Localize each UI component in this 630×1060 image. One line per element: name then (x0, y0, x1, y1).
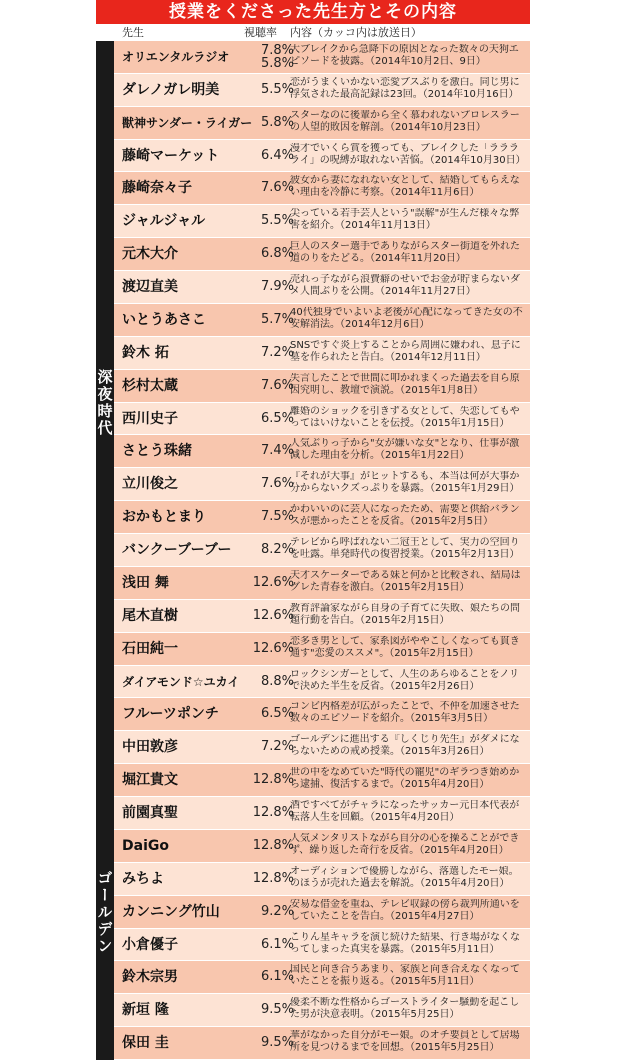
table-row (114, 731, 530, 764)
teacher-name: 小倉優子 (122, 936, 178, 953)
teacher-name: 藤崎マーケット (122, 147, 220, 164)
lesson-content: SNSですぐ炎上することから周囲に嫌われ、息子に墓を作られたと告白。（2014年12月11日） (290, 339, 521, 363)
lesson-content: 40代独身でいよいよ老後が心配になってきた女の不安解消法。（2014年12月6日） (290, 306, 523, 330)
lesson-content: かわいいのに芸人になったため、需要と供給バランスが悪かったことを反省。（2015年2月5日） (290, 504, 520, 528)
lesson-content: 尖っている若手芸人という"誤解"が生んだ様々な弊害を紹介。（2014年11月13日） (290, 208, 520, 232)
teacher-name: 渡辺直美 (122, 279, 178, 296)
table-row (114, 929, 530, 962)
teacher-name: 鈴木 拓 (122, 344, 169, 361)
teacher-name: 尾木直樹 (122, 607, 178, 624)
lesson-content: ロックシンガーとして、人生のあらゆることをノリで決めた半生を反省。（2015年2月26日） (290, 668, 519, 692)
table-row (114, 830, 530, 863)
lesson-content: テレビから呼ばれない二冠王として、実力の空回りを吐露。単発時代の復習授業。（2015年2月13日） (290, 537, 520, 561)
viewer-rating: 5.8% (260, 114, 294, 130)
viewer-rating: 5.5% (260, 213, 294, 229)
viewer-rating: 9.2% (260, 903, 294, 919)
viewer-rating: 8.8% (260, 673, 294, 689)
lesson-content: コンビ内格差が広がったことで、不仲を加速させた数々のエピソードを紹介。（2015年3月5日） (290, 701, 520, 725)
viewer-rating: 7.2% (260, 739, 294, 755)
viewer-rating: 12.6% (252, 607, 294, 623)
viewer-rating: 7.2% (260, 344, 294, 360)
viewer-rating: 7.6% (260, 377, 294, 393)
teacher-name: 新垣 隆 (122, 1002, 169, 1019)
header-rating: 視聴率 (244, 26, 277, 39)
table-row (114, 271, 530, 304)
teacher-name: DaiGo (122, 837, 169, 854)
table-row (114, 74, 530, 107)
table-row (114, 896, 530, 929)
table-row (114, 534, 530, 567)
teacher-name: さとう珠緒 (122, 443, 192, 460)
lesson-content: 売れっ子ながら浪費癖のせいでお金が貯まらないダメ人間ぶりを公開。（2014年11月27日） (290, 274, 520, 298)
teacher-name: カンニング竹山 (122, 903, 220, 920)
header-teacher: 先生 (122, 26, 144, 39)
lesson-content: 人気メンタリストながら自分の心を操ることができず、繰り返した奇行を反省。（2015年4月20日） (290, 832, 520, 856)
lesson-content: 人気ぶりっ子から"女が嫌いな女"となり、仕事が激減した理由を分析。（2015年1月22日） (290, 438, 520, 462)
lesson-content: 恋がうまくいかない恋愛ブスぶりを激白。同じ男に浮気された最高記録は23回。（2014年10月16日） (290, 76, 520, 100)
lesson-content: 漫才でいくら賞を獲っても、ブレイクした「ラララライ」の呪縛が取れない苦悩。（2014年10月30日） (290, 142, 526, 166)
viewer-rating: 9.5% (260, 1002, 294, 1018)
table-row (114, 633, 530, 666)
teacher-name: 杉村太蔵 (122, 377, 178, 394)
lesson-content: ゴールデンに進出する『しくじり先生』がダメにならないための戒め授業。（2015年3月26日） (290, 734, 520, 758)
viewer-rating: 12.8% (252, 772, 294, 788)
viewer-rating: 6.4% (260, 147, 294, 163)
viewer-rating: 7.9% (260, 279, 294, 295)
viewer-rating: 7.8% 5.8% (260, 43, 294, 72)
lesson-content: 巨人のスター選手でありながらスター街道を外れた道のりをたどる。（2014年11月20日） (290, 241, 520, 265)
lesson-content: 酒ですべてがチャラになったサッカー元日本代表が転落人生を回顧。（2015年4月20日） (290, 800, 520, 824)
teacher-name: 獣神サンダー・ライガー (122, 115, 253, 130)
teacher-name: 鈴木宗男 (122, 969, 178, 986)
table-row (114, 205, 530, 238)
teacher-name: ダレノガレ明美 (122, 81, 220, 98)
viewer-rating: 12.6% (252, 574, 294, 590)
viewer-rating: 6.5% (260, 410, 294, 426)
table-row (114, 698, 530, 731)
table-row (114, 370, 530, 403)
table-row (114, 172, 530, 205)
viewer-rating: 5.7% (260, 311, 294, 327)
teacher-name: 石田純一 (122, 640, 178, 657)
teacher-name: 立川俊之 (122, 476, 178, 493)
page-title: 授業をくださった先生方とその内容 (96, 0, 530, 24)
table-row (114, 764, 530, 797)
teacher-name: 元木大介 (122, 246, 178, 263)
table-header (96, 24, 530, 41)
lesson-content: 失言したことで世間に叩かれまくった過去を自ら原因究明し、教壇で演説。（2015年1月8日） (290, 372, 520, 396)
teacher-name: バンクーブーブー (122, 542, 232, 559)
viewer-rating: 5.5% (260, 81, 294, 97)
lesson-content: こりん星キャラを演じ続けた結果、行き場がなくなってしまった真実を暴露。（2015年5月11日） (290, 931, 520, 955)
viewer-rating: 6.1% (260, 936, 294, 952)
lesson-content: 天才スケーターである妹と何かと比較され、結局はグレた青春を激白。（2015年2月15日） (290, 569, 521, 593)
lesson-content: 華がなかった自分がモー娘。のオチ要員として居場所を見つけるまでを回想。（2015年5月25日） (290, 1030, 520, 1054)
viewer-rating: 7.6% (260, 180, 294, 196)
viewer-rating: 12.6% (252, 640, 294, 656)
lesson-content: 離婚のショックを引きずる女として、失恋してもやってはいけないことを伝授。（2015年1月15日） (290, 405, 520, 429)
viewer-rating: 6.1% (260, 969, 294, 985)
table-row (114, 107, 530, 140)
table-row (114, 337, 530, 370)
lesson-content: 恋多き男として、家系図がややこしくなっても貫き通す"恋愛のススメ"。（2015年2月15日） (290, 635, 520, 659)
table-row (114, 1027, 530, 1060)
lesson-content: オーディションで優勝しながら、落選したモー娘。のほうが売れた過去を解説。（2015年4月20日） (290, 865, 519, 889)
table-row (114, 140, 530, 173)
teacher-name: 西川史子 (122, 410, 178, 427)
teacher-name: 浅田 舞 (122, 574, 169, 591)
lesson-content: 教育評論家ながら自身の子育てに失敗、娘たちの問題行動を告白。（2015年2月15日） (290, 602, 520, 626)
lesson-content: スターなのに後輩から全く慕われないプロレスラーの人望的敗因を解剖。（2014年10月23日） (290, 109, 520, 133)
lesson-content: 国民と向き合うあまり、家族と向き合えなくなっていたことを振り返る。（2015年5月11日） (290, 964, 520, 988)
viewer-rating: 12.8% (252, 837, 294, 853)
teacher-name: フルーツポンチ (122, 706, 219, 723)
viewer-rating: 7.6% (260, 476, 294, 492)
teacher-name: 堀江貴文 (122, 772, 178, 789)
lesson-content: 世の中をなめていた"時代の寵児"のギラつき始めから逮捕、復活するまで。（2015年4月20日） (290, 767, 520, 791)
table-row (114, 666, 530, 699)
table-row (114, 797, 530, 830)
teacher-name: みちよ (122, 870, 164, 887)
table-row (114, 994, 530, 1027)
teacher-name: 中田敦彦 (122, 739, 178, 756)
teacher-name: 前園真聖 (122, 805, 178, 822)
lesson-content: 優柔不断な性格からゴーストライター騒動を起こした男が決意表明。（2015年5月25日） (290, 997, 520, 1021)
viewer-rating: 7.4% (260, 443, 294, 459)
table-row (114, 863, 530, 896)
teacher-name: オリエンタルラジオ (122, 50, 230, 64)
teacher-name: 藤崎奈々子 (122, 180, 192, 197)
table-row (114, 403, 530, 436)
table-row (114, 435, 530, 468)
teacher-name: ジャルジャル (122, 213, 206, 230)
teacher-name: 保田 圭 (122, 1035, 169, 1052)
table-row (114, 238, 530, 271)
lesson-content: 彼女から妻になれない女として、結婚してもらえない理由を冷静に考察。（2014年11月6日） (290, 175, 520, 199)
table-row (114, 41, 530, 74)
viewer-rating: 6.5% (260, 706, 294, 722)
lesson-content: 大ブレイクから急降下の原因となった数々の天狗エピソードを披露。（2014年10月2日、9日） (290, 44, 519, 67)
viewer-rating: 9.5% (260, 1035, 294, 1051)
table-row (114, 600, 530, 633)
table-row (114, 304, 530, 337)
table-row (114, 567, 530, 600)
viewer-rating: 12.8% (252, 870, 294, 886)
lesson-content: 『それが大事』がヒットするも、本当は何が大事か分からないクズっぷりを暴露。（2015年1月29日） (290, 471, 520, 495)
era-label-golden: ゴールデン (96, 764, 114, 1060)
viewer-rating: 12.8% (252, 805, 294, 821)
teacher-name: ダイアモンド☆ユカイ (122, 674, 240, 689)
teacher-name: おかもとまり (122, 509, 206, 526)
teacher-table (114, 41, 530, 1060)
lesson-content: 安易な借金を重ね、テレビ収録の傍ら裁判所通いをしていたことを告白。（2015年4月27日） (290, 898, 520, 922)
viewer-rating: 7.5% (260, 509, 294, 525)
table-row (114, 501, 530, 534)
header-content: 内容（カッコ内は放送日） (290, 26, 422, 39)
era-label-late-night: 深夜時代 (96, 41, 114, 764)
viewer-rating: 6.8% (260, 246, 294, 262)
table-row (114, 468, 530, 501)
viewer-rating: 8.2% (260, 542, 294, 558)
teacher-name: いとうあさこ (122, 311, 206, 328)
table-row (114, 961, 530, 994)
